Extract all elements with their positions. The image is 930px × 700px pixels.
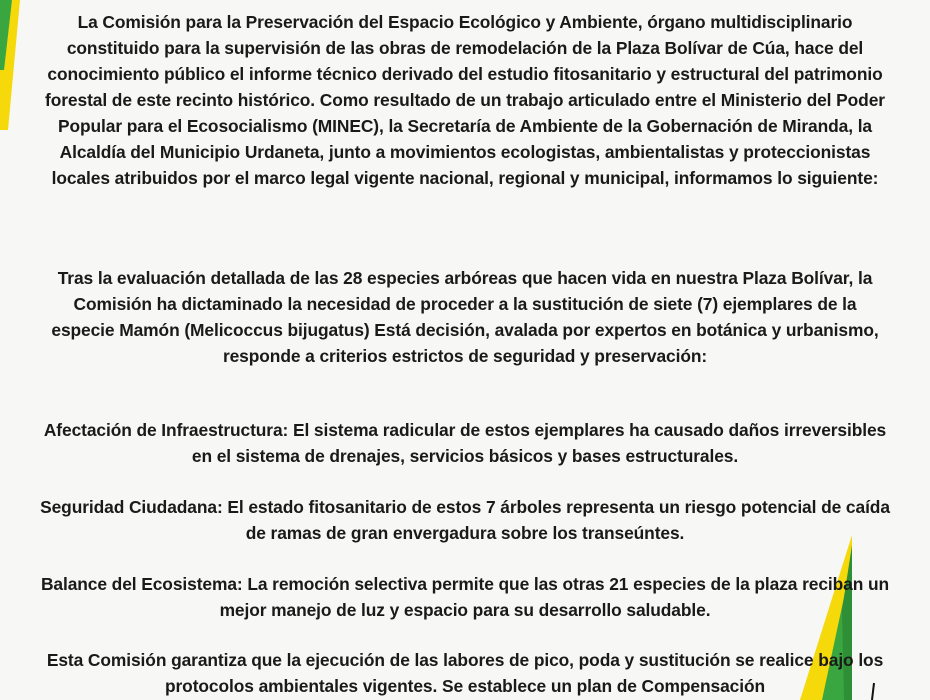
paragraph-intro	[40, 9, 890, 191]
paragraph-guarantee	[40, 647, 890, 699]
paragraph-balance	[40, 571, 890, 623]
paragraph-evaluation-text: Tras la evaluación detallada de las 28 especies arbóreas que hacen vida en nuestra Plaza Bolívar, la Comisión ha dictaminado la necesidad de proceder a la sustitución de siete (7) ejemplares de la especie Mamón (Melicoccus bijugatus) Está decisión, avalada por expertos en botánica y urbanismo, responde a criterios estrictos de seguridad y preservación:	[51, 268, 879, 366]
paragraph-balance-text: Balance del Ecosistema: La remoción selectiva permite que las otras 21 especies de la plaza reciban un mejor manejo de luz y espacio para su desarrollo saludable.	[40, 574, 890, 620]
paragraph-guarantee-text: Esta Comisión garantiza que la ejecución de las labores de pico, poda y sustitución se realice bajo los protocolos ambientales vigentes. Se establece un plan de Compensación	[46, 650, 884, 696]
paragraph-infrastructure	[40, 417, 890, 469]
paragraph-evaluation	[40, 265, 890, 369]
paragraph-intro-text: La Comisión para la Preservación del Espacio Ecológico y Ambiente, órgano multidisciplinario constituido para la supervisión de las obras de remodelación de la Plaza Bolívar de Cúa, hace del conocimiento público el informe técnico derivado del estudio fitosanitario y estructural del patrimonio forestal de este recinto histórico. Como resultado de un trabajo articulado entre el Ministerio del Poder Popular para el Ecosocialismo (MINEC), la Secretaría de Ambiente de la Gobernación de Miranda, la Alcaldía del Municipio Urdaneta, junto a movimientos ecologistas, ambientalistas y proteccionistas locales atribuidos por el marco legal vigente nacional, regional y municipal, informamos lo siguiente:	[45, 12, 885, 188]
paragraph-security	[40, 494, 890, 546]
paragraph-security-text: Seguridad Ciudadana: El estado fitosanitario de estos 7 árboles representa un riesgo potencial de caída de ramas de gran envergadura sobre los transeúntes.	[40, 497, 890, 543]
top-left-stripes	[0, 0, 20, 130]
paragraph-infrastructure-text: Afectación de Infraestructura: El sistema radicular de estos ejemplares ha causado daños irreversibles en el sistema de drenajes, servicios básicos y bases estructurales.	[43, 420, 887, 466]
